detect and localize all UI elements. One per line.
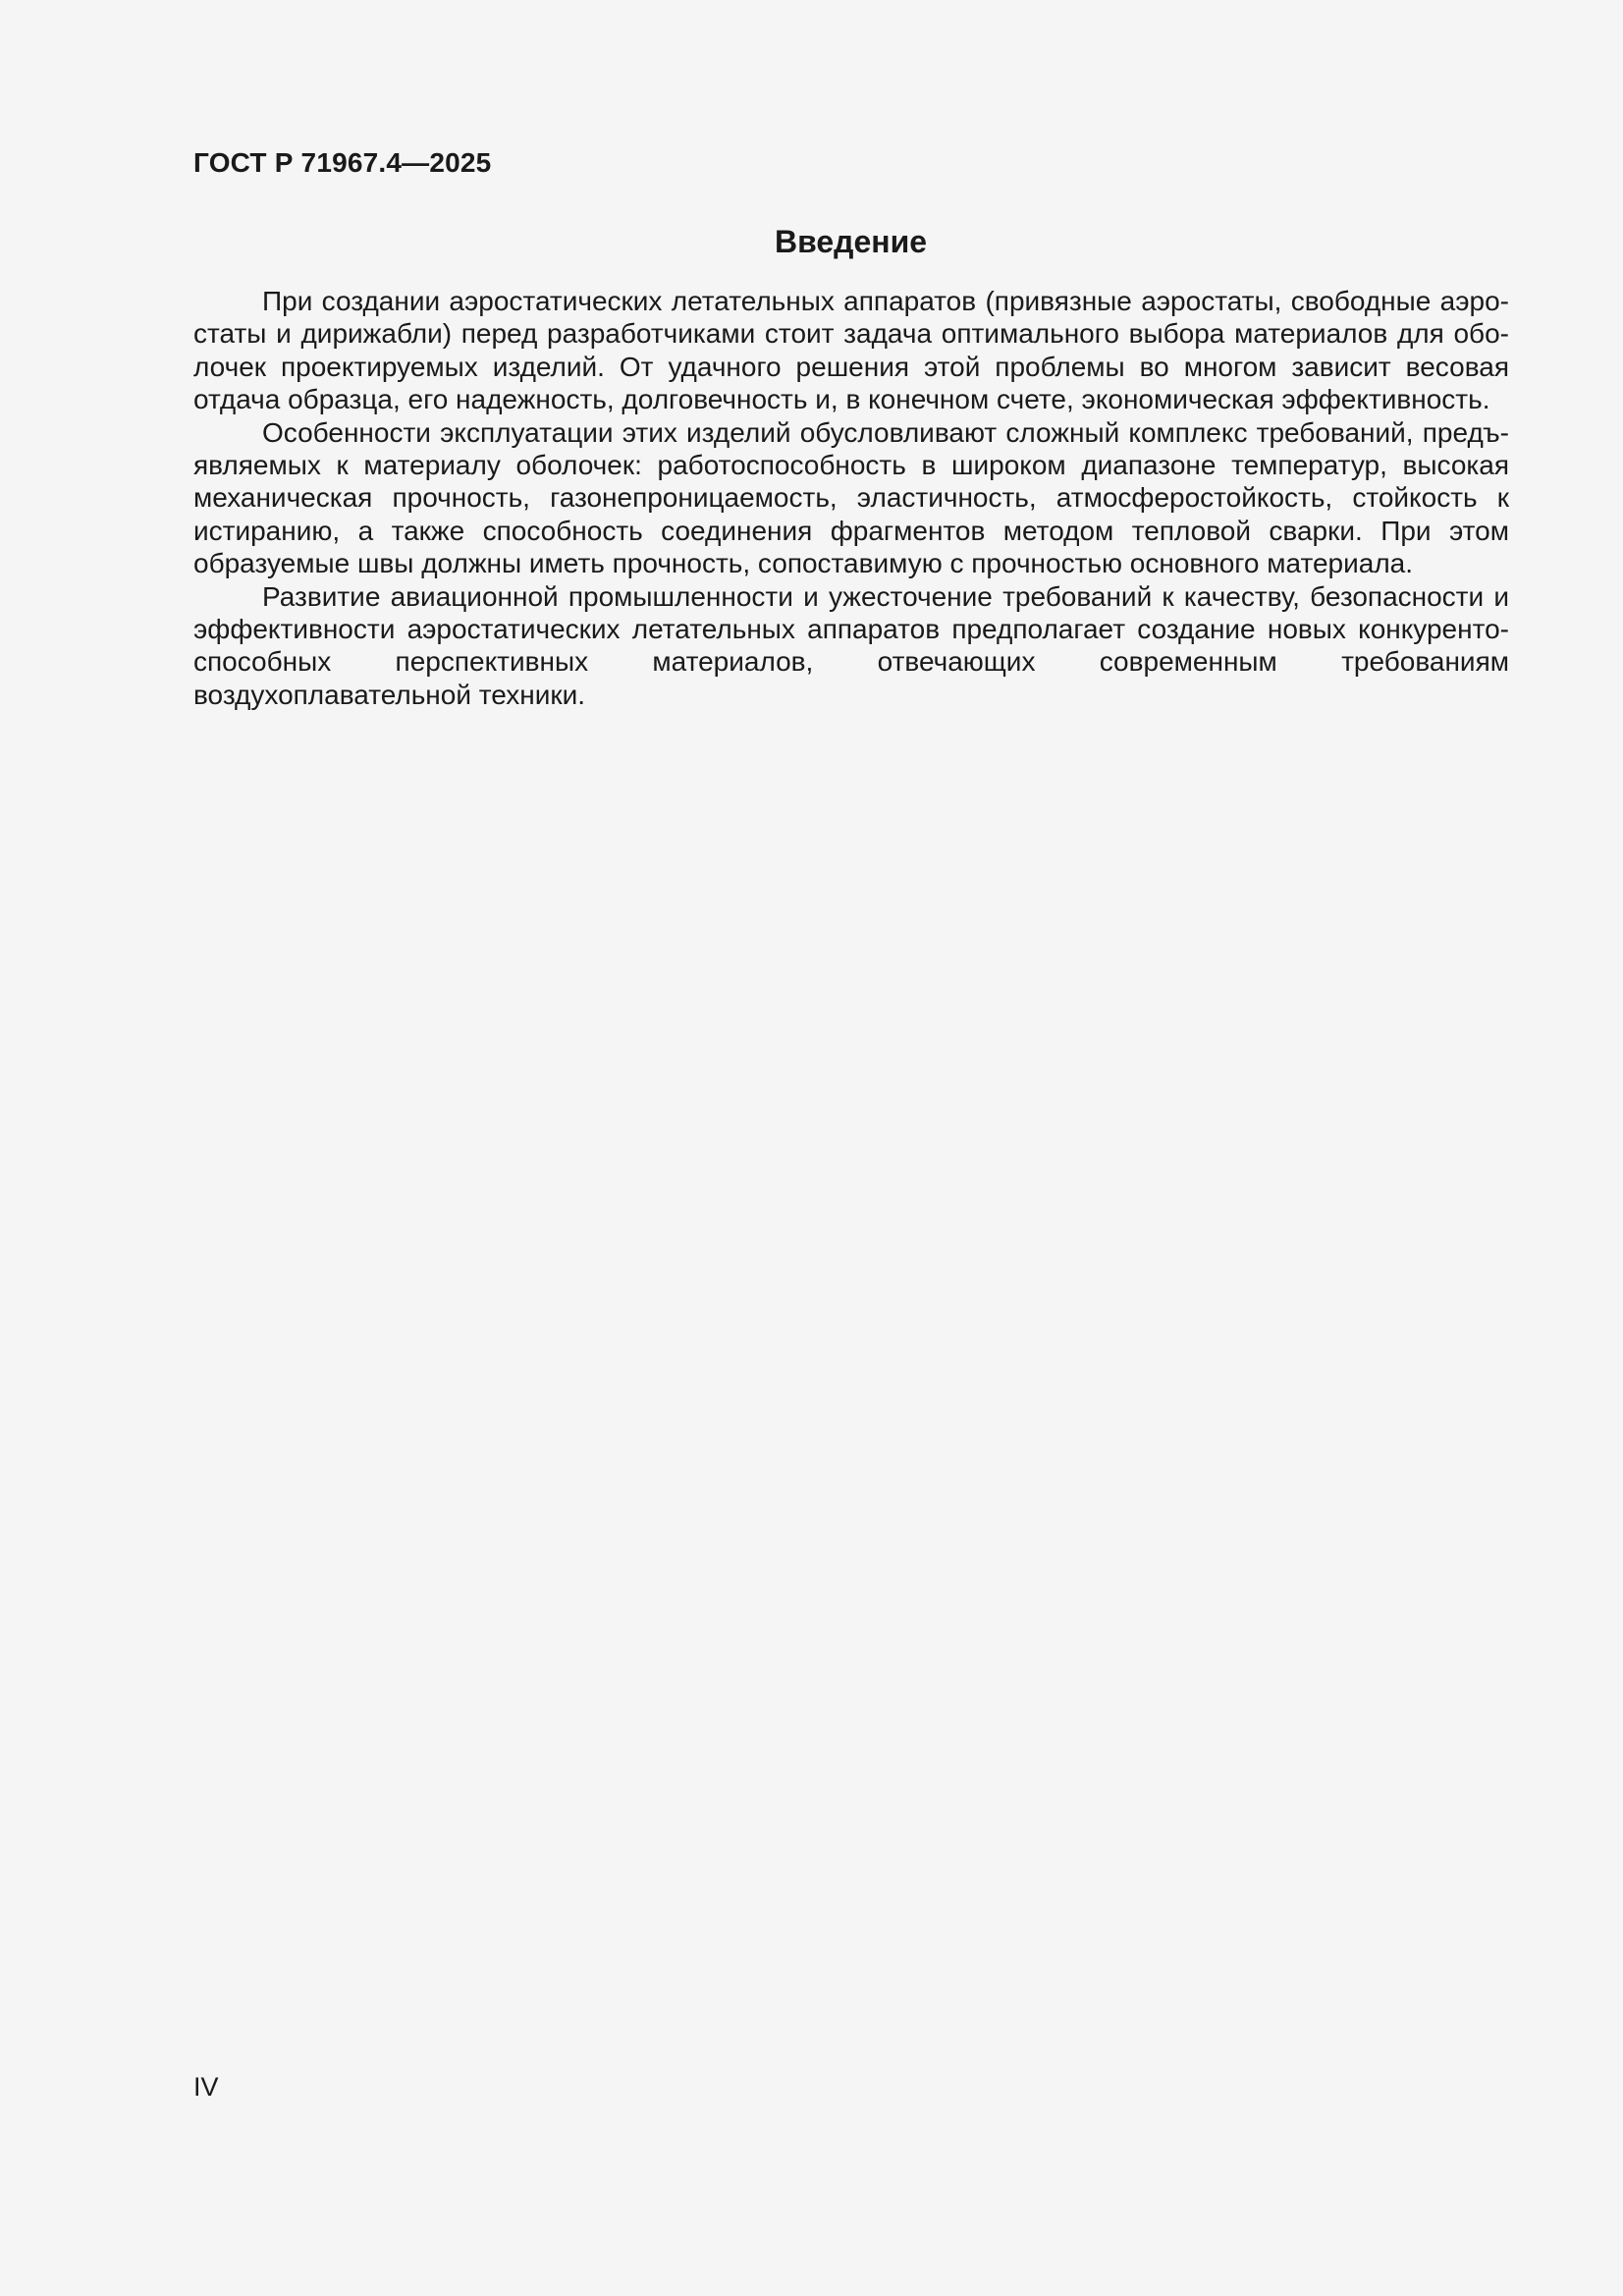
section-body (193, 285, 1509, 711)
document-standard-id: ГОСТ Р 71967.4—2025 (193, 147, 492, 178)
paragraph: Особенности эксплуатации этих изделий обусловливают сложный комплекс требований, предъявляемых к материалу оболочек: работоспособность в широком диапазоне температур, высокая механическая прочность, газонепроницаемость, эластичность, атмосферостойкость, стойкость к истиранию, а также способность соединения фрагментов методом тепловой сварки. При этом образуемые швы должны иметь прочность, сопоставимую с прочностью основного материала. (193, 416, 1509, 579)
paragraph: Развитие авиационной промышленности и ужесточение требований к качеству, безопасности и эффективности аэростатических летательных аппаратов предполагает создание новых конкурентоспособных перспективных материалов, отвечающих современным требованиям воздухоплавательной техники. (193, 580, 1509, 710)
section-title: Введение (774, 224, 928, 259)
page-number: IV (193, 2072, 219, 2102)
paragraph: При создании аэростатических летательных аппаратов (привязные аэростаты, свободные аэростаты и дирижабли) перед разработчиками стоит задача оптимального выбора материалов для оболочек проектируемых изделий. От удачного решения этой проблемы во многом зависит весовая отдача образца, его надежность, долговечность и, в конечном счете, экономическая эффективность. (193, 286, 1509, 415)
